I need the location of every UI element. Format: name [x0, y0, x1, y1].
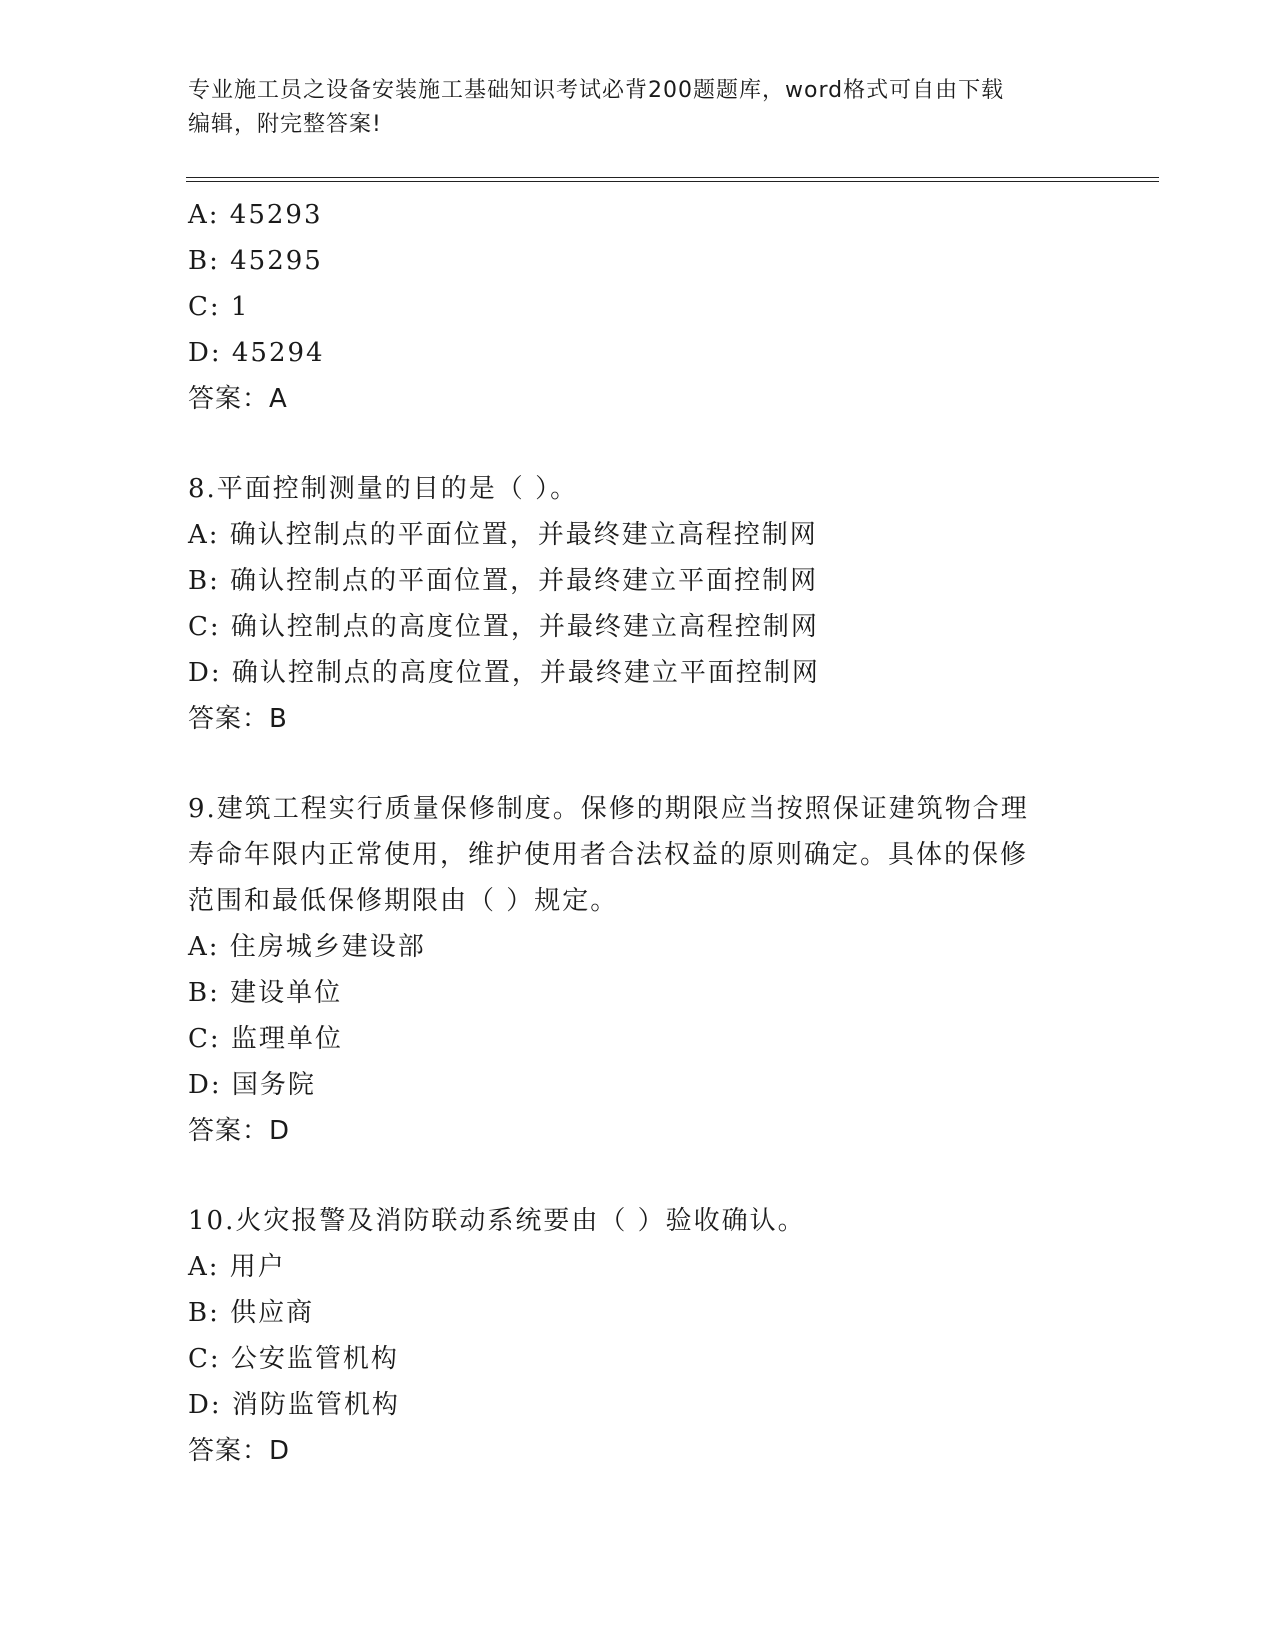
- option-d: D: 国务院: [188, 1070, 316, 1100]
- option-d: D: 45294: [188, 338, 325, 368]
- spacer: [188, 742, 1088, 786]
- answer-line: 答案：D: [188, 1116, 291, 1146]
- question-10: [188, 1198, 1088, 1474]
- option-b: B: 45295: [188, 246, 323, 276]
- option-c: C: 确认控制点的高度位置，并最终建立高程控制网: [188, 612, 819, 642]
- option-d: D: 确认控制点的高度位置，并最终建立平面控制网: [188, 658, 820, 688]
- question-8: [188, 466, 1088, 742]
- header-title-line-1: 专业施工员之设备安装施工基础知识考试必背200题题库，word格式可自由下载: [188, 78, 1005, 103]
- answer-line: 答案：D: [188, 1436, 291, 1466]
- question-text-line-2: 寿命年限内正常使用，维护使用者合法权益的原则确定。具体的保修: [188, 840, 1029, 870]
- question-text-line-3: 范围和最低保修期限由（ ）规定。: [188, 886, 619, 916]
- option-c: C: 公安监管机构: [188, 1344, 399, 1374]
- question-text-line-1: 9.建筑工程实行质量保修制度。保修的期限应当按照保证建筑物合理: [188, 794, 1029, 824]
- question-text: 10.火灾报警及消防联动系统要由（ ）验收确认。: [188, 1206, 806, 1236]
- option-b: B: 建设单位: [188, 978, 343, 1008]
- option-a: A: 确认控制点的平面位置，并最终建立高程控制网: [188, 520, 818, 550]
- spacer: [188, 1154, 1088, 1198]
- spacer: [188, 422, 1088, 466]
- question-text: 8.平面控制测量的目的是（ ）。: [188, 474, 579, 504]
- option-c: C: 监理单位: [188, 1024, 343, 1054]
- header-title-line-2: 编辑，附完整答案!: [188, 112, 382, 137]
- question-list: [188, 192, 1088, 1474]
- option-c: C: 1: [188, 292, 250, 322]
- question-7: [188, 192, 1088, 422]
- question-9: [188, 786, 1088, 1154]
- answer-line: 答案：A: [188, 384, 288, 414]
- option-a: A: 45293: [188, 200, 323, 230]
- page-header: [188, 74, 1068, 142]
- option-d: D: 消防监管机构: [188, 1390, 400, 1420]
- answer-line: 答案：B: [188, 704, 288, 734]
- option-b: B: 确认控制点的平面位置，并最终建立平面控制网: [188, 566, 819, 596]
- option-b: B: 供应商: [188, 1298, 315, 1328]
- option-a: A: 用户: [188, 1252, 286, 1282]
- option-a: A: 住房城乡建设部: [188, 932, 426, 962]
- header-divider: [186, 177, 1159, 182]
